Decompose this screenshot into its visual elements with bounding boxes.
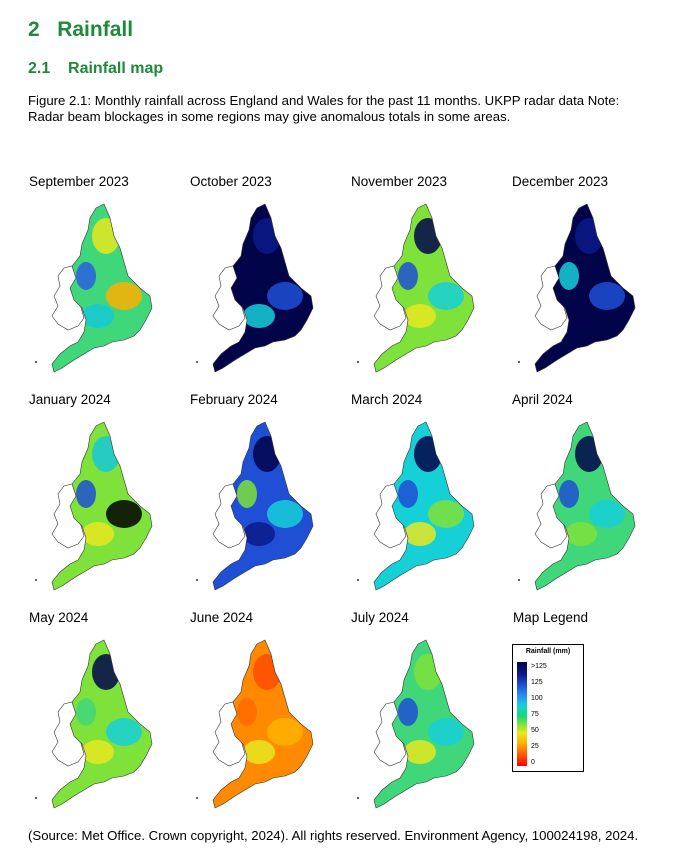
rainfall-patch bbox=[92, 436, 120, 472]
rainfall-map bbox=[28, 196, 163, 374]
map-panel bbox=[350, 610, 510, 810]
rainfall-map bbox=[189, 632, 324, 810]
rainfall-map bbox=[350, 414, 485, 592]
rainfall-patch bbox=[559, 262, 579, 290]
map-panel bbox=[511, 174, 671, 374]
rainfall-patch bbox=[428, 718, 464, 746]
scilly-dot bbox=[518, 361, 520, 363]
rainfall-patch bbox=[253, 436, 281, 472]
rainfall-patch bbox=[243, 740, 275, 764]
rainfall-patch bbox=[76, 480, 96, 508]
map-panel-title: November 2023 bbox=[351, 174, 448, 189]
map-panel bbox=[350, 392, 510, 592]
map-panel-title: September 2023 bbox=[29, 174, 129, 189]
rainfall-patch bbox=[106, 500, 142, 528]
rainfall-patch bbox=[267, 500, 303, 528]
scilly-dot bbox=[357, 579, 359, 581]
scilly-dot bbox=[35, 579, 37, 581]
rainfall-patch bbox=[267, 282, 303, 310]
rainfall-patch bbox=[237, 262, 257, 290]
rainfall-base-area bbox=[189, 632, 324, 810]
map-panel bbox=[350, 174, 510, 374]
map-panel-title: June 2024 bbox=[190, 610, 254, 625]
figure-caption: Figure 2.1: Monthly rainfall across England and Wales for the past 11 months. UKPP radar data Note: Radar beam blockages in some regions may give anomalous totals in some areas. bbox=[28, 93, 620, 124]
rainfall-patch bbox=[76, 698, 96, 726]
rainfall-patch bbox=[243, 522, 275, 546]
section-heading: 2 Rainfall bbox=[28, 18, 134, 41]
rainfall-map bbox=[28, 632, 163, 810]
rainfall-map bbox=[511, 196, 646, 374]
rainfall-patch bbox=[82, 740, 114, 764]
rainfall-patch bbox=[92, 654, 120, 690]
map-panel bbox=[28, 610, 188, 810]
rainfall-map bbox=[511, 414, 646, 592]
rainfall-patch bbox=[565, 522, 597, 546]
map-panel bbox=[511, 392, 671, 592]
rainfall-base-area bbox=[350, 196, 485, 374]
rainfall-map bbox=[189, 196, 324, 374]
rainfall-patch bbox=[82, 304, 114, 328]
rainfall-map bbox=[189, 414, 324, 592]
rainfall-base-area bbox=[511, 414, 646, 592]
map-panel-title: January 2024 bbox=[29, 392, 111, 407]
rainfall-base-area bbox=[350, 632, 485, 810]
rainfall-patch bbox=[404, 740, 436, 764]
map-panel bbox=[28, 392, 188, 592]
rainfall-patch bbox=[398, 262, 418, 290]
map-panel-title: May 2024 bbox=[29, 610, 89, 625]
legend-title: Rainfall (mm) bbox=[525, 648, 571, 655]
scilly-dot bbox=[196, 579, 198, 581]
rainfall-patch bbox=[414, 654, 442, 690]
scilly-dot bbox=[357, 361, 359, 363]
map-panel-title: March 2024 bbox=[351, 392, 423, 407]
rainfall-patch bbox=[398, 480, 418, 508]
rainfall-patch bbox=[253, 654, 281, 690]
rainfall-base-area bbox=[511, 196, 646, 374]
scilly-dot bbox=[357, 797, 359, 799]
rainfall-patch bbox=[559, 480, 579, 508]
scilly-dot bbox=[518, 579, 520, 581]
rainfall-patch bbox=[267, 718, 303, 746]
subsection-heading: 2.1 Rainfall map bbox=[28, 60, 164, 77]
legend-label: 75 bbox=[531, 711, 539, 718]
map-panel bbox=[189, 610, 349, 810]
rainfall-patch bbox=[414, 436, 442, 472]
rainfall-patch bbox=[82, 522, 114, 546]
map-panel-title: April 2024 bbox=[512, 392, 573, 407]
scilly-dot bbox=[196, 361, 198, 363]
map-panel-title: October 2023 bbox=[190, 174, 272, 189]
rainfall-patch bbox=[414, 218, 442, 254]
map-panel-title: December 2023 bbox=[512, 174, 609, 189]
legend-label: 100 bbox=[531, 695, 543, 702]
rainfall-map bbox=[28, 414, 163, 592]
rainfall-base-area bbox=[189, 196, 324, 374]
map-panel bbox=[28, 174, 188, 374]
source-note: (Source: Met Office. Crown copyright, 2024). All rights reserved. Environment Agency, 100024198, 2024. bbox=[28, 828, 639, 843]
rainfall-patch bbox=[237, 698, 257, 726]
rainfall-patch bbox=[92, 218, 120, 254]
legend-panel-title: Map Legend bbox=[513, 610, 589, 625]
scilly-dot bbox=[196, 797, 198, 799]
map-panel-title: July 2024 bbox=[351, 610, 409, 625]
rainfall-patch bbox=[237, 480, 257, 508]
legend-label: >125 bbox=[531, 663, 547, 670]
map-panel bbox=[189, 174, 349, 374]
rainfall-base-area bbox=[350, 414, 485, 592]
legend-label: 25 bbox=[531, 743, 539, 750]
map-panel bbox=[189, 392, 349, 592]
rainfall-patch bbox=[253, 218, 281, 254]
rainfall-patch bbox=[428, 500, 464, 528]
rainfall-patch bbox=[404, 304, 436, 328]
rainfall-patch bbox=[404, 522, 436, 546]
scilly-dot bbox=[35, 797, 37, 799]
rainfall-patch bbox=[589, 282, 625, 310]
rainfall-map bbox=[350, 196, 485, 374]
rainfall-base-area bbox=[28, 414, 163, 592]
legend-label: 0 bbox=[531, 759, 535, 766]
rainfall-patch bbox=[398, 698, 418, 726]
legend-label: 50 bbox=[531, 727, 539, 734]
rainfall-base-area bbox=[189, 414, 324, 592]
rainfall-patch bbox=[428, 282, 464, 310]
rainfall-base-area bbox=[28, 632, 163, 810]
map-panel-title: February 2024 bbox=[190, 392, 278, 407]
rainfall-patch bbox=[76, 262, 96, 290]
rainfall-patch bbox=[106, 718, 142, 746]
legend-label: 125 bbox=[531, 679, 543, 686]
scilly-dot bbox=[35, 361, 37, 363]
legend-color-scale bbox=[517, 662, 527, 766]
map-legend bbox=[512, 644, 584, 772]
rainfall-patch bbox=[106, 282, 142, 310]
rainfall-patch bbox=[589, 500, 625, 528]
rainfall-patch bbox=[575, 436, 603, 472]
rainfall-patch bbox=[243, 304, 275, 328]
rainfall-patch bbox=[575, 218, 603, 254]
rainfall-base-area bbox=[28, 196, 163, 374]
rainfall-patch bbox=[565, 304, 597, 328]
rainfall-map bbox=[350, 632, 485, 810]
